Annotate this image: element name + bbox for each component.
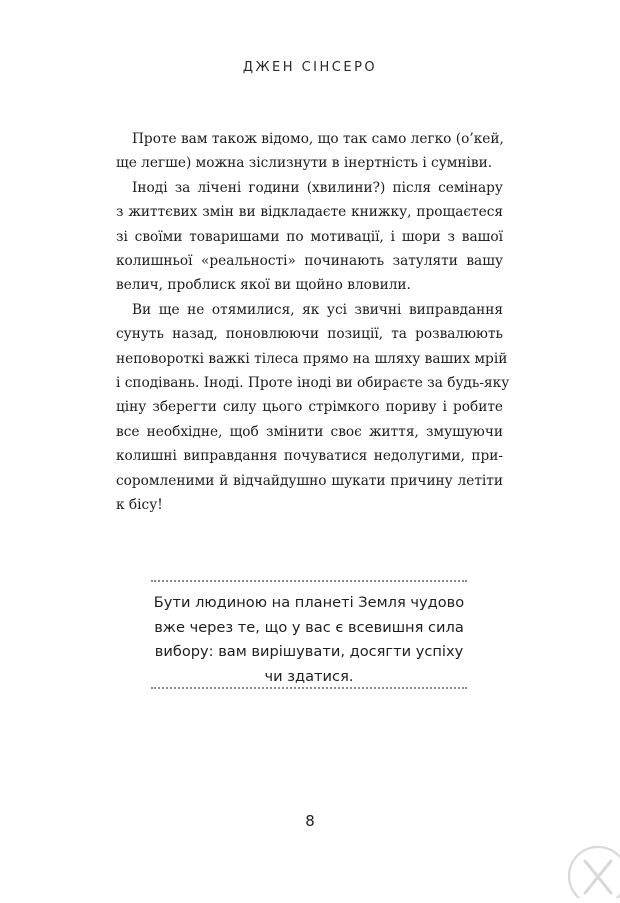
text-line: колишньої «реальності» починають затуляти вашу (116, 253, 503, 270)
pull-quote (151, 580, 467, 688)
page-number: 8 (305, 812, 315, 830)
text-line: соромленими й відчайдушно шукати причину летіти (116, 472, 503, 489)
text-line: велич, проблиск якої ви щойно вловили. (116, 277, 411, 294)
text-line: колишні виправдання почуватися недолугими, при- (116, 448, 503, 465)
text-line: сунуть назад, поновлюючи позиції, та розвалюють (116, 326, 503, 343)
text-line: к бісу! (116, 497, 163, 514)
text-line: Ви ще не отямилися, як усі звичні виправдання (132, 301, 503, 318)
pull-quote-line: чи здатися. (264, 667, 354, 685)
body-text (116, 127, 510, 518)
pull-quote-text (151, 591, 467, 689)
text-line: ціну зберегти силу цього стрімкого пориву і робите (116, 399, 503, 416)
text-line: з життєвих змін ви відкладаєте книжку, прощаєтеся (116, 204, 503, 221)
dotted-divider-bottom (151, 687, 467, 689)
text-line: все необхідне, щоб змінити своє життя, змушуючи (116, 423, 503, 440)
text-line: ще легше) можна зіслизнути в інертність і сумніви. (116, 155, 493, 172)
pull-quote-line: вибору: вам вирішувати, досягти успіху (154, 643, 464, 660)
text-line: Іноді за лічені години (хвилини?) після семінару (132, 179, 503, 196)
pull-quote-line: Бути людиною на планеті Земля чудово (153, 594, 465, 611)
pull-quote-line: вже через те, що у вас є всевишня сила (154, 618, 464, 636)
text-line: неповороткі важкі тілеса прямо на шляху ваших мрій (116, 350, 508, 367)
text-line: Проте вам також відомо, що так само легко (о’кей, (132, 131, 504, 147)
text-line: і сподівань. Іноді. Проте іноді ви обираєте за будь-яку (116, 375, 510, 392)
x-circle-watermark-icon (564, 842, 620, 898)
text-line: зі своїми товаришами по мотивації, і шори з вашої (116, 228, 503, 245)
dotted-divider-top (151, 580, 467, 582)
running-head: ДЖЕН СІНСЕРО (242, 60, 378, 75)
